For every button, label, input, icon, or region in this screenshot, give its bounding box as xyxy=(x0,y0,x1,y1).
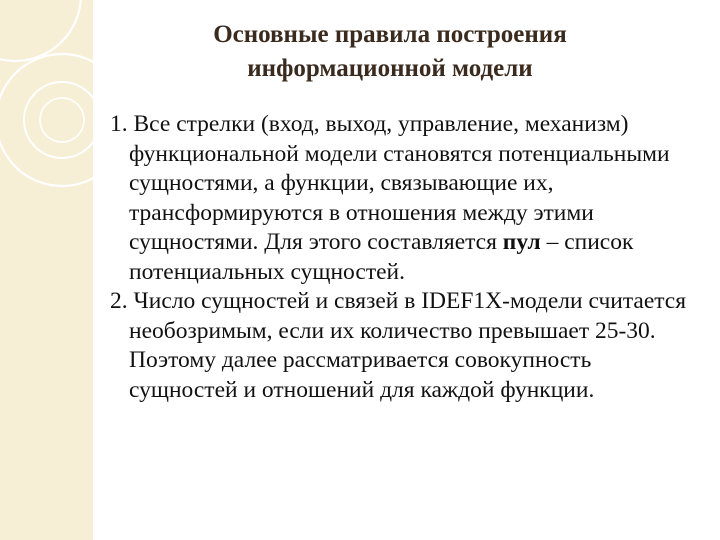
ring-small xyxy=(40,98,84,142)
item-1-text-after: – список потенциальных сущностей. xyxy=(129,229,634,285)
ring-outer-top xyxy=(0,0,81,61)
item-2-text: Число сущностей и связей в IDEF1X-модели считается необозримым, если их количество превышает 25-30. Поэтому далее рассматривается совокупность сущностей и отношений для каждой функции. xyxy=(129,288,687,403)
item-2-number: 2. xyxy=(110,288,128,314)
slide-body xyxy=(110,110,700,405)
list-item-2 xyxy=(110,287,700,405)
ring-outer-large xyxy=(0,54,128,186)
item-1-text-before: Все стрелки (вход, выход, управление, механизм) функциональной модели становятся потенциальными сущностями, а функции, связывающие их, трансформируются в отношения между этими сущностями. Для этого составляется xyxy=(129,111,670,255)
list-item-1 xyxy=(110,110,700,287)
slide-title xyxy=(140,18,640,86)
item-1-number: 1. xyxy=(110,111,128,137)
title-line-2: информационной модели xyxy=(247,55,533,82)
title-line-1: Основные правила построения xyxy=(213,21,567,48)
item-1-bold-term: пул xyxy=(502,229,541,255)
ring-inner xyxy=(24,82,100,158)
